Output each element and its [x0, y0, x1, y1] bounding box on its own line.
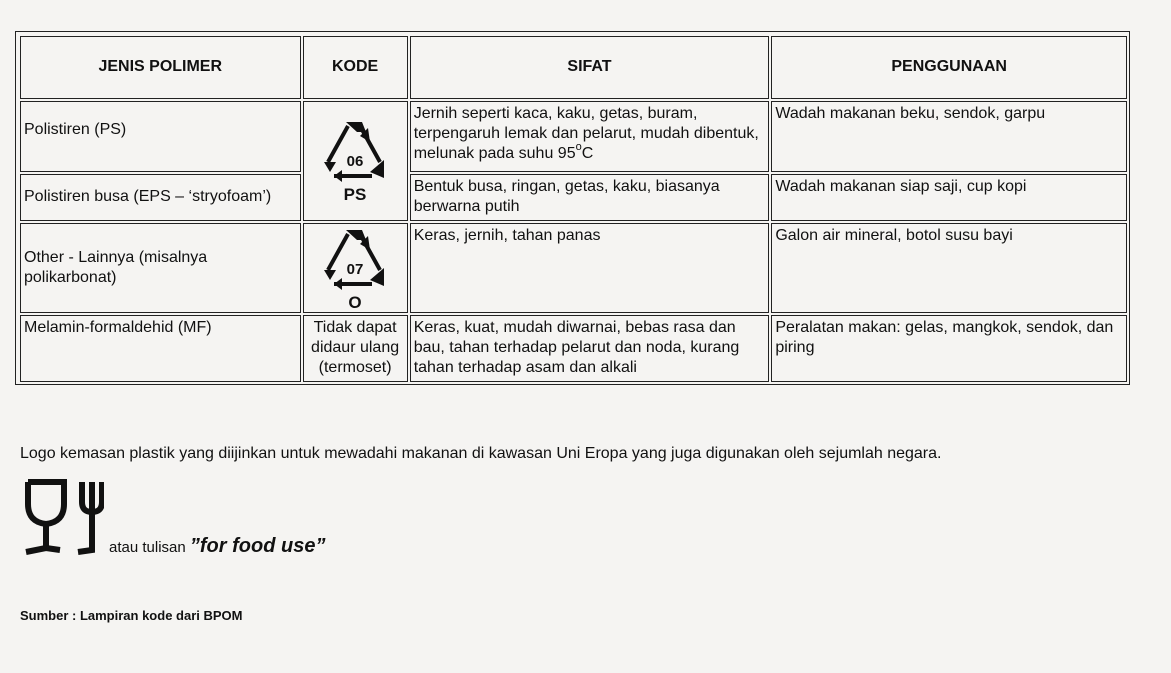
sifat-cell: Keras, jernih, tahan panas: [410, 223, 770, 314]
penggunaan-cell: Wadah makanan siap saji, cup kopi: [771, 174, 1127, 220]
header-kode: KODE: [303, 36, 408, 99]
sifat-text: Jernih seperti kaca, kaku, getas, buram, terpengaruh lemak dan pelarut, mudah dibentuk, melunak pada suhu 95: [413, 104, 759, 162]
recycle-code-cell-ps: [303, 101, 408, 221]
header-penggunaan: PENGGUNAAN: [771, 36, 1127, 99]
table-row: [20, 174, 1127, 220]
recycle-number: 06: [346, 152, 364, 170]
polymer-name: Melamin-formaldehid (MF): [20, 315, 301, 382]
sifat-cell: Keras, kuat, mudah diwarnai, bebas rasa dan bau, tahan terhadap pelarut dan noda, kurang tahan terhadap asam dan alkali: [410, 315, 770, 382]
table-header-row: [20, 36, 1127, 99]
polymer-table-frame: [15, 31, 1130, 385]
food-use-prefix: atau tulisan: [109, 539, 190, 556]
polymer-name: Polistiren busa (EPS – ‘stryofoam’): [20, 174, 301, 220]
table-row: [20, 315, 1127, 382]
food-use-text: [109, 535, 325, 558]
polymer-name: Polistiren (PS): [20, 101, 301, 173]
penggunaan-cell: Peralatan makan: gelas, mangkok, sendok, dan piring: [771, 315, 1127, 382]
penggunaan-cell: Galon air mineral, botol susu bayi: [771, 223, 1127, 314]
recycle-label: PS: [343, 184, 367, 204]
quote-open: ”: [189, 535, 200, 557]
code-text: Tidak dapat didaur ulang (termoset): [303, 315, 408, 382]
header-jenis-polimer: JENIS POLIMER: [20, 36, 301, 99]
sifat-unit: C: [581, 144, 594, 162]
polymer-table: [18, 34, 1129, 384]
sifat-cell: [410, 101, 770, 173]
degree-superscript: o: [575, 140, 582, 153]
source-note: Sumber : Lampiran kode dari BPOM: [20, 608, 243, 623]
recycle-triangle-icon: [320, 224, 390, 312]
penggunaan-cell: Wadah makanan beku, sendok, garpu: [771, 101, 1127, 173]
recycle-triangle-icon: [320, 116, 390, 206]
recycle-number: 07: [346, 260, 364, 278]
sifat-cell: Bentuk busa, ringan, getas, kaku, biasanya berwarna putih: [410, 174, 770, 220]
quote-close: ”: [315, 535, 326, 557]
logo-caption: Logo kemasan plastik yang diijinkan untuk mewadahi makanan di kawasan Uni Eropa yang juga digunakan oleh sejumlah negara.: [20, 445, 942, 462]
food-use-emphasis: for food use: [199, 535, 316, 557]
table-row: [20, 101, 1127, 173]
recycle-code-cell-other: [303, 223, 408, 314]
polymer-name: Other - Lainnya (misalnya polikarbonat): [20, 223, 301, 314]
glass-fork-icon: [24, 478, 104, 556]
table-row: [20, 223, 1127, 314]
header-sifat: SIFAT: [410, 36, 770, 99]
recycle-label: O: [348, 292, 362, 312]
